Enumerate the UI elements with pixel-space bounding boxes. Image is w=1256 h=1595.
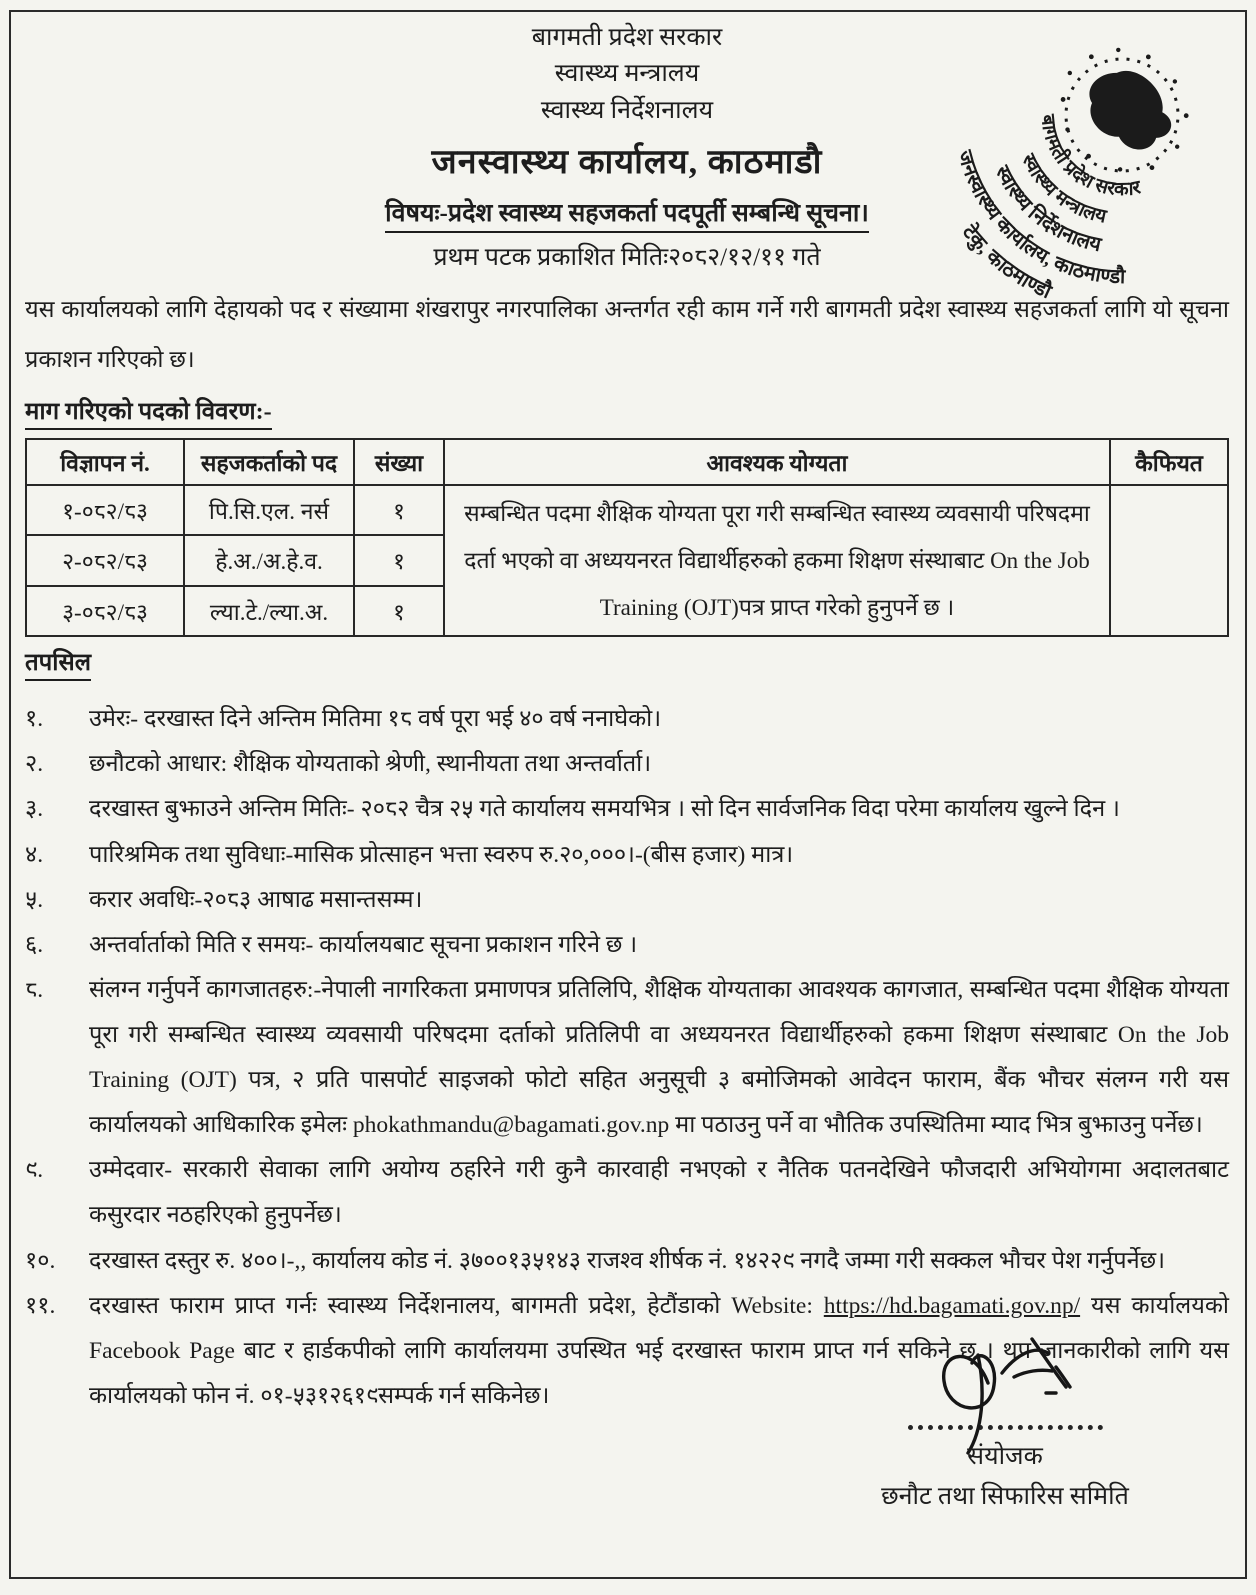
item-number: ८.: [25, 976, 44, 1003]
stamp-arc-office: जनस्वास्थ्य कार्यालय, काठमाण्डौ: [953, 148, 1126, 289]
signature-dotted-line: [908, 1425, 1103, 1430]
item-number: १.: [25, 706, 44, 733]
item-number: ९.: [25, 1157, 44, 1184]
item-number: १०.: [25, 1247, 56, 1274]
cell-qualification: सम्बन्धित पदमा शैक्षिक योग्यता पूरा गरी सम्बन्धित स्वास्थ्य व्यवसायी परिषदमा दर्ता भएको वा अध्ययनरत विद्यार्थीहरुको हकमा शिक्षण संस्थाबाट On the Job Training (OJT)पत्र प्राप्त गरेको हुनुपर्ने छ ।: [444, 485, 1110, 636]
item-text: करार अवधिः-२०८३ आषाढ मसान्तसम्म।: [89, 886, 423, 913]
cell-adv-no: ३-०८२/८३: [26, 586, 184, 636]
stamp-arc-location: टेकु, काठमाण्डौ: [957, 221, 1055, 304]
signature-mark: [910, 1327, 1100, 1455]
list-item: [25, 1239, 1229, 1284]
cell-post: ल्या.टे./ल्या.अ.: [184, 586, 354, 636]
website-link[interactable]: https://hd.bagamati.gov.np/: [823, 1292, 1081, 1319]
cell-count: १: [354, 535, 444, 585]
notice-subject: विषयः-प्रदेश स्वास्थ्य सहजकर्ता पदपूर्ती सम्बन्धि सूचना।: [385, 195, 869, 233]
intro-paragraph: यस कार्यालयको लागि देहायको पद र संख्यामा शंखरापुर नगरपालिका अन्तर्गत रही काम गर्ने गरी बागमती प्रदेश स्वास्थ्य सहजकर्ता लागि यो सूचना प्रकाशन गरिएको छ।: [25, 296, 1229, 374]
item-text: संलग्न गर्नुपर्ने कागजातहरु:-नेपाली नागरिकता प्रमाणपत्र प्रतिलिपि, शैक्षिक योग्यताका आवश्यक कागजात, सम्बन्धित पदमा शैक्षिक योग्यता पूरा गरी सम्बन्धित स्वास्थ्य व्यवसायी परिषदमा दर्ताको प्रतिलिपी वा अध्ययनरत विद्यार्थीहरुको हकमा शिक्षण संस्थाबाट On the Job Training (OJT) पत्र, २ प्रति पासपोर्ट साइजको फोटो सहित अनुसूची ३ बमोजिमको आवेदन फाराम, बैंक भौचर संलग्न गरी यस कार्यालयको आधिकारिक इमेलः phokathmandu@bagamati.gov.np मा पठाउनु पर्ने वा भौतिक उपस्थितिमा म्याद भित्र बुझाउनु पर्नेछ।: [89, 976, 1229, 1139]
list-item: [25, 787, 1229, 832]
list-item: [25, 833, 1229, 878]
item-text: उम्मेदवार- सरकारी सेवाका लागि अयोग्य ठहरिने गरी कुनै कारवाही नभएको र नैतिक पतनदेखिने फौजदारी अभियोगमा अदालतबाट कसुरदार नठहरिएको हुनुपर्नेछ।: [89, 1157, 1229, 1229]
page-border-frame: [9, 10, 1247, 1579]
stamp-arc-ministry: स्वास्थ्य मन्त्रालय: [1017, 150, 1109, 228]
list-item: [25, 923, 1229, 968]
table-section-title: माग गरिएको पदको विवरण:-: [25, 394, 272, 430]
item-text: दरखास्त बुझाउने अन्तिम मितिः- २०८२ चैत्र २५ गते कार्यालय समयभित्र । सो दिन सार्वजनिक विदा परेमा कार्यालय खुल्ने दिन ।: [89, 796, 1120, 823]
item-text: दरखास्त दस्तुर रु. ४००।-,, कार्यालय कोड नं. ३७००१३५१४३ राजश्व शीर्षक नं. १४२२९ नगदै जम्मा गरी सक्कल भौचर पेश गर्नुपर्नेछ।: [89, 1247, 1165, 1274]
item-text: छनौटको आधार: शैक्षिक योग्यताको श्रेणी, स्थानीयता तथा अन्तर्वार्ता।: [89, 751, 652, 778]
details-section-title: तपसिल: [25, 645, 91, 681]
list-item: [25, 968, 1229, 1148]
office-name: जनस्वास्थ्य कार्यालय, काठमाडौ: [431, 143, 823, 181]
item-text: अन्तर्वार्ताको मिति र समयः- कार्यालयबाट सूचना प्रकाशन गरिने छ ।: [89, 931, 638, 958]
cell-adv-no: १-०८२/८३: [26, 485, 184, 535]
item-number: ४.: [25, 841, 44, 868]
col-header-remarks: कैफियत: [1110, 439, 1228, 485]
list-item: [25, 1148, 1229, 1238]
table-row: [26, 485, 1228, 535]
cell-count: १: [354, 586, 444, 636]
cell-adv-no: २-०८२/८३: [26, 535, 184, 585]
letterhead: [25, 20, 1229, 273]
cell-remarks: [1110, 485, 1228, 636]
item-text-post: यस कार्यालयको Facebook Page बाट र हार्डकपीको लागि कार्यालयमा उपस्थित भई दरखास्त फाराम प्राप्त गर्न सकिने छ । थप जानकारीको लागि यस कार्यालयको फोन नं. ०१-५३१२६१९सम्पर्क गर्न सकिनेछ।: [89, 1292, 1229, 1409]
cell-post: हे.अ./अ.हे.व.: [184, 535, 354, 585]
cell-count: १: [354, 485, 444, 535]
signatory-role: संयोजक: [967, 1442, 1043, 1470]
cell-post: पि.सि.एल. नर्स: [184, 485, 354, 535]
item-text-pre: दरखास्त फाराम प्राप्त गर्नः स्वास्थ्य निर्देशनालय, बागमती प्रदेश, हेटौंडाको Website:: [89, 1292, 824, 1319]
col-header-qualification: आवश्यक योग्यता: [444, 439, 1110, 485]
directorate-name: स्वास्थ्य निर्देशनालय: [540, 96, 714, 124]
col-header-adv-no: विज्ञापन नं.: [26, 439, 184, 485]
list-item: [25, 878, 1229, 923]
item-number: ६.: [25, 931, 44, 958]
list-item: [25, 697, 1229, 742]
item-text: पारिश्रमिक तथा सुविधाः-मासिक प्रोत्साहन भत्ता स्वरुप रु.२०,०००।-(बीस हजार) मात्र।: [89, 841, 794, 868]
conditions-list: [25, 697, 1229, 1419]
item-number: २.: [25, 751, 44, 778]
table-header-row: [26, 439, 1228, 485]
government-name: बागमती प्रदेश सरकार: [531, 24, 723, 51]
list-item: [25, 742, 1229, 787]
item-number: ५.: [25, 886, 44, 913]
stamp-arc-directorate: स्वास्थ्य निर्देशनालय: [990, 162, 1103, 257]
item-text: उमेरः- दरखास्त दिने अन्तिम मितिमा १८ वर्ष पूरा भई ४० वर्ष ननाघेको।: [89, 706, 662, 733]
publication-date: प्रथम पटक प्रकाशित मितिः२०८२/१२/११ गते: [433, 243, 821, 271]
vacancy-table: [25, 438, 1229, 637]
col-header-post: सहजकर्ताको पद: [184, 439, 354, 485]
col-header-count: संख्या: [354, 439, 444, 485]
stamp-arc-government: बागमती प्रदेश सरकार: [1036, 113, 1143, 201]
item-number: ११.: [25, 1292, 56, 1319]
signature-block: [815, 1327, 1195, 1512]
signatory-committee: छनौट तथा सिफारिस समिति: [881, 1482, 1129, 1510]
item-number: ३.: [25, 796, 44, 823]
ministry-name: स्वास्थ्य मन्त्रालय: [554, 60, 700, 88]
